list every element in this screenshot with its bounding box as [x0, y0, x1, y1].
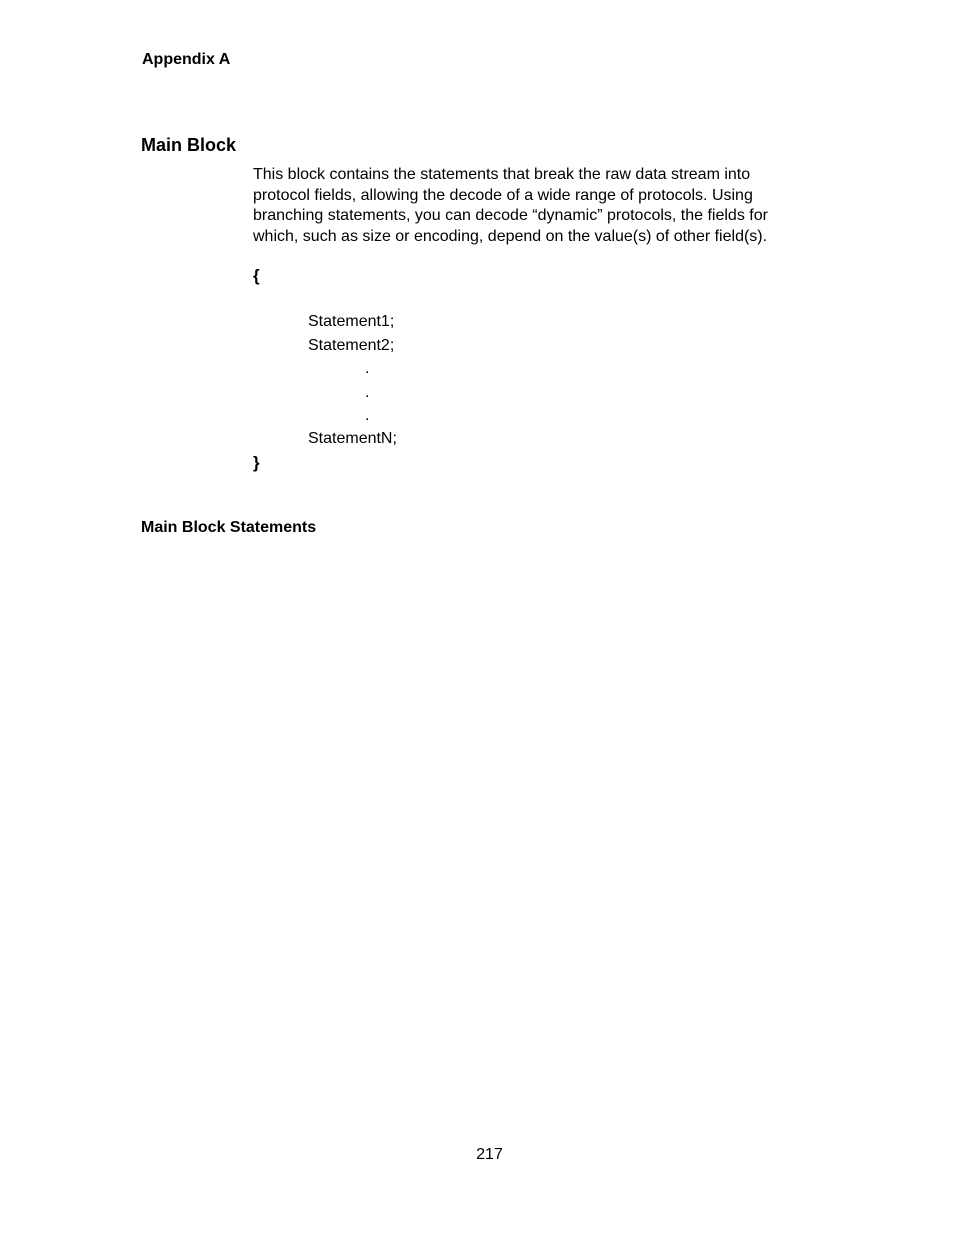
- ellipsis-dot: .: [365, 407, 370, 424]
- code-open-brace: {: [253, 266, 260, 285]
- paragraph-line: which, such as size or encoding, depend on the value(s) of other field(s).: [253, 227, 768, 245]
- subsection-title: Main Block Statements: [141, 519, 317, 536]
- running-header: Appendix A: [142, 51, 231, 68]
- section-paragraph: [253, 165, 823, 247]
- section-title: Main Block: [141, 135, 237, 155]
- page-number: 217: [476, 1146, 503, 1163]
- code-statement-n: StatementN;: [308, 430, 397, 447]
- code-statement-2: Statement2;: [308, 337, 395, 354]
- paragraph-line: This block contains the statements that break the raw data stream into: [253, 166, 751, 183]
- ellipsis-dot: .: [365, 384, 370, 401]
- paragraph-line: protocol fields, allowing the decode of a wide range of protocols. Using: [253, 186, 753, 204]
- code-statement-1: Statement1;: [308, 313, 395, 330]
- code-close-brace: }: [253, 453, 260, 472]
- paragraph-line: branching statements, you can decode “dynamic” protocols, the fields for: [253, 207, 768, 225]
- ellipsis-dot: .: [365, 360, 370, 377]
